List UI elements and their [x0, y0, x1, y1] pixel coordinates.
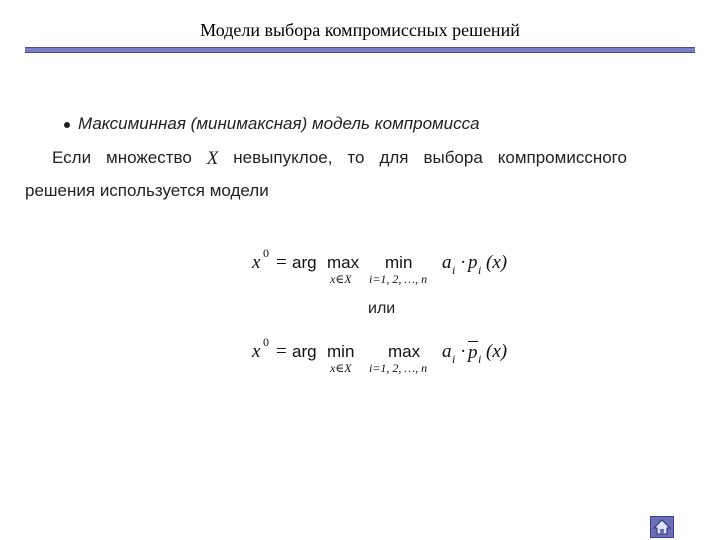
word: то [347, 148, 365, 167]
title-underline-bar [25, 47, 695, 53]
paragraph-line-2: решения используется модели [25, 181, 269, 200]
formula-eq: = [276, 341, 287, 362]
formula-dot: · [460, 341, 467, 362]
formula-p-bar: p [468, 342, 478, 363]
formula-minimax [252, 335, 532, 375]
formula-lhs: x [252, 252, 261, 273]
word: Если [52, 148, 92, 167]
formula-maximin [252, 246, 532, 286]
formula-term: a [442, 341, 452, 362]
connector-or: или [368, 300, 396, 317]
formula-eq: = [276, 252, 287, 273]
formula-op-inner: max [388, 342, 421, 361]
formula-arg: arg [292, 342, 317, 361]
word: множество [106, 148, 192, 167]
formula-lhs-sup: 0 [263, 335, 269, 349]
word: невыпуклое, [233, 148, 333, 167]
formula-arg: arg [292, 253, 317, 272]
formula-sub-outer: x∈X [330, 272, 352, 286]
formula-sub-outer: x∈X [330, 361, 352, 375]
bullet-text: Максиминная (минимаксная) модель компромисса [78, 114, 480, 133]
set-variable: X [206, 148, 219, 169]
formula-sub-inner: i=1, 2, …, n [369, 272, 428, 286]
word: компромиссного [497, 148, 627, 167]
paragraph-line-1 [52, 148, 627, 170]
formula-sub-inner: i=1, 2, …, n [369, 361, 428, 375]
formula-p: p [468, 252, 478, 273]
formula-op-outer: max [327, 253, 360, 272]
word: выбора [423, 148, 483, 167]
slide-title: Модели выбора компромиссных решений [200, 20, 520, 40]
bullet-item [64, 114, 480, 134]
formula-arg-x: (x) [486, 341, 508, 362]
formula-lhs-sup: 0 [263, 246, 269, 260]
formula-term-sub: i [452, 352, 456, 366]
word: для [379, 148, 409, 167]
formula-lhs: x [252, 341, 261, 362]
formula-p-sub: i [478, 263, 482, 277]
home-button[interactable] [650, 516, 674, 538]
bullet-dot [64, 122, 70, 128]
formula-term: a [442, 252, 452, 273]
formula-arg-x: (x) [486, 252, 508, 273]
formula-op-inner: min [385, 253, 413, 272]
formula-op-outer: min [327, 342, 355, 361]
formula-dot: · [460, 252, 467, 273]
formula-term-sub: i [452, 263, 456, 277]
formula-p-sub: i [478, 352, 482, 366]
home-icon [651, 517, 673, 537]
